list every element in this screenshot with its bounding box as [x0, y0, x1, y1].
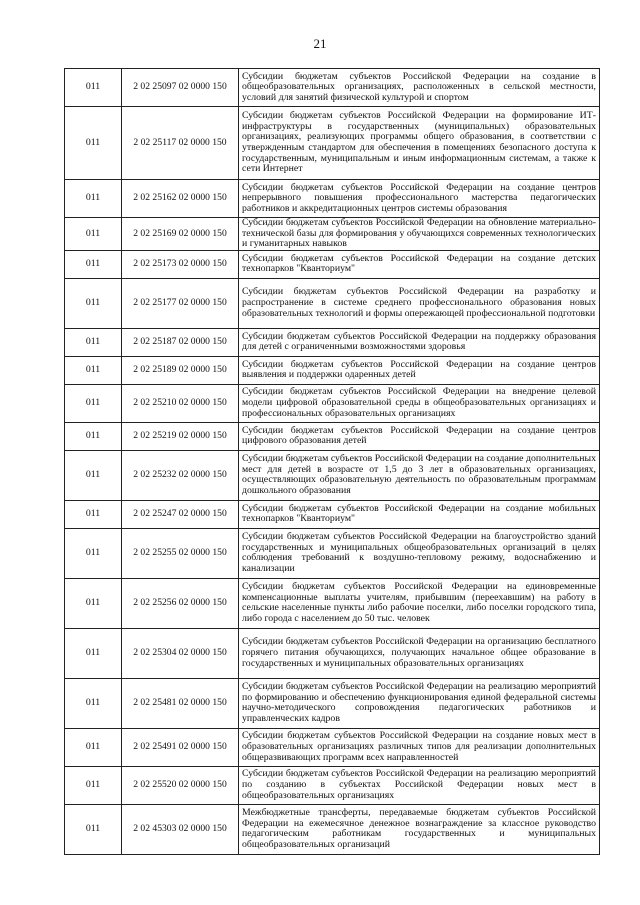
table-row	[65, 180, 600, 218]
admin-code-cell: 011	[65, 328, 122, 356]
income-description-cell: Субсидии бюджетам субъектов Российской Федерации на обновление материально-технической базы для формирования у обучающихся современных технологических и гуманитарных навыков	[239, 218, 600, 251]
budget-classification-code-cell: 2 02 25117 02 0000 150	[122, 107, 239, 180]
budget-classification-code-cell: 2 02 25247 02 0000 150	[122, 500, 239, 528]
table-row	[65, 250, 600, 278]
income-description-cell: Субсидии бюджетам субъектов Российской Федерации на благоустройство зданий государственных и муниципальных общеобразовательных организаций в целях соблюдения требований к воздушно-тепловому режиму, водоснабжению и канализации	[239, 528, 600, 578]
table-row	[65, 528, 600, 578]
budget-classification-code-cell: 2 02 25232 02 0000 150	[122, 450, 239, 500]
budget-classification-code-cell: 2 02 25256 02 0000 150	[122, 578, 239, 628]
budget-classification-code-cell: 2 02 25189 02 0000 150	[122, 356, 239, 384]
table-row	[65, 678, 600, 728]
budget-classification-code-cell: 2 02 25481 02 0000 150	[122, 678, 239, 728]
budget-classification-code-cell: 2 02 25219 02 0000 150	[122, 422, 239, 450]
budget-classification-code-cell: 2 02 25491 02 0000 150	[122, 728, 239, 766]
admin-code-cell: 011	[65, 528, 122, 578]
page-number: 21	[313, 36, 327, 51]
income-description-cell: Субсидии бюджетам субъектов Российской Федерации на внедрение целевой модели цифровой образовательной среды в общеобразовательных организациях и профессиональных образовательных организациях	[239, 384, 600, 422]
budget-classification-code-cell: 2 02 25169 02 0000 150	[122, 218, 239, 251]
admin-code-cell: 011	[65, 356, 122, 384]
income-description-cell: Субсидии бюджетам субъектов Российской Федерации на разработку и распространение в системе среднего профессионального образования новых образовательных технологий и формы опережающей профессиональной подготовки	[239, 278, 600, 328]
table-body	[65, 69, 600, 855]
table-row	[65, 356, 600, 384]
table-row	[65, 278, 600, 328]
table-row	[65, 766, 600, 804]
budget-classification-code-cell: 2 02 45303 02 0000 150	[122, 804, 239, 854]
income-description-cell: Субсидии бюджетам субъектов Российской Федерации на организацию бесплатного горячего питания обучающихся, получающих начальное общее образование в государственных и муниципальных образовательных организациях	[239, 628, 600, 678]
table-row	[65, 578, 600, 628]
table-row	[65, 728, 600, 766]
budget-classification-code-cell: 2 02 25187 02 0000 150	[122, 328, 239, 356]
income-description-cell: Субсидии бюджетам субъектов Российской Федерации на создание детских технопарков "Кванториум"	[239, 250, 600, 278]
admin-code-cell: 011	[65, 804, 122, 854]
income-description-cell: Субсидии бюджетам субъектов Российской Федерации на реализацию мероприятий по созданию в субъектах Российской Федерации новых мест в общеобразовательных организациях	[239, 766, 600, 804]
income-description-cell: Субсидии бюджетам субъектов Российской Федерации на реализацию мероприятий по формированию и обеспечению функционирования единой федеральной системы научно-методического сопровождения педагогических работников и управленческих кадров	[239, 678, 600, 728]
table-row	[65, 218, 600, 251]
admin-code-cell: 011	[65, 218, 122, 251]
admin-code-cell: 011	[65, 384, 122, 422]
table-row	[65, 450, 600, 500]
budget-codes-table	[64, 68, 600, 855]
admin-code-cell: 011	[65, 180, 122, 218]
income-description-cell: Субсидии бюджетам субъектов Российской Федерации на создание новых мест в образовательных организациях различных типов для реализации дополнительных общеразвивающих программ всех направленностей	[239, 728, 600, 766]
admin-code-cell: 011	[65, 728, 122, 766]
budget-classification-code-cell: 2 02 25177 02 0000 150	[122, 278, 239, 328]
admin-code-cell: 011	[65, 107, 122, 180]
budget-classification-code-cell: 2 02 25173 02 0000 150	[122, 250, 239, 278]
admin-code-cell: 011	[65, 69, 122, 107]
admin-code-cell: 011	[65, 766, 122, 804]
budget-classification-code-cell: 2 02 25162 02 0000 150	[122, 180, 239, 218]
income-description-cell: Субсидии бюджетам субъектов Российской Федерации на единовременные компенсационные выплаты учителям, прибывшим (переехавшим) на работу в сельские населенные пункты либо рабочие поселки, либо поселки городского типа, либо города с населением до 50 тыс. человек	[239, 578, 600, 628]
income-description-cell: Субсидии бюджетам субъектов Российской Федерации на создание центров цифрового образования детей	[239, 422, 600, 450]
admin-code-cell: 011	[65, 422, 122, 450]
income-description-cell: Субсидии бюджетам субъектов Российской Федерации на поддержку образования для детей с ограниченными возможностями здоровья	[239, 328, 600, 356]
table-row	[65, 628, 600, 678]
income-description-cell: Субсидии бюджетам субъектов Российской Федерации на создание центров выявления и поддержки одаренных детей	[239, 356, 600, 384]
table-row	[65, 328, 600, 356]
table-row	[65, 422, 600, 450]
income-description-cell: Субсидии бюджетам субъектов Российской Федерации на создание в общеобразовательных организациях, расположенных в сельской местности, условий для занятий физической культурой и спортом	[239, 69, 600, 107]
table-row	[65, 107, 600, 180]
admin-code-cell: 011	[65, 250, 122, 278]
income-description-cell: Субсидии бюджетам субъектов Российской Федерации на создание мобильных технопарков "Кванториум"	[239, 500, 600, 528]
budget-classification-code-cell: 2 02 25097 02 0000 150	[122, 69, 239, 107]
table-row	[65, 384, 600, 422]
income-description-cell: Субсидии бюджетам субъектов Российской Федерации на формирование ИТ-инфраструктуры в государственных (муниципальных) образовательных организациях, реализующих программы общего образования, в соответствии с утвержденным стандартом для обеспечения в помещениях безопасного доступа к государственным, муниципальным и иным информационным системам, а также к сети Интернет	[239, 107, 600, 180]
admin-code-cell: 011	[65, 450, 122, 500]
budget-classification-code-cell: 2 02 25520 02 0000 150	[122, 766, 239, 804]
admin-code-cell: 011	[65, 678, 122, 728]
income-description-cell: Субсидии бюджетам субъектов Российской Федерации на создание дополнительных мест для детей в возрасте от 1,5 до 3 лет в образовательных организациях, осуществляющих образовательную деятельность по образовательным программам дошкольного образования	[239, 450, 600, 500]
admin-code-cell: 011	[65, 628, 122, 678]
budget-classification-code-cell: 2 02 25210 02 0000 150	[122, 384, 239, 422]
budget-classification-code-cell: 2 02 25304 02 0000 150	[122, 628, 239, 678]
admin-code-cell: 011	[65, 500, 122, 528]
admin-code-cell: 011	[65, 278, 122, 328]
table-row	[65, 804, 600, 854]
income-description-cell: Субсидии бюджетам субъектов Российской Федерации на создание центров непрерывного повышения профессионального мастерства педагогических работников и аккредитационных центров системы образования	[239, 180, 600, 218]
income-description-cell: Межбюджетные трансферты, передаваемые бюджетам субъектов Российской Федерации на ежемесячное денежное вознаграждение за классное руководство педагогическим работникам государственных и муниципальных общеобразовательных организаций	[239, 804, 600, 854]
admin-code-cell: 011	[65, 578, 122, 628]
budget-classification-code-cell: 2 02 25255 02 0000 150	[122, 528, 239, 578]
table-row	[65, 69, 600, 107]
table-row	[65, 500, 600, 528]
